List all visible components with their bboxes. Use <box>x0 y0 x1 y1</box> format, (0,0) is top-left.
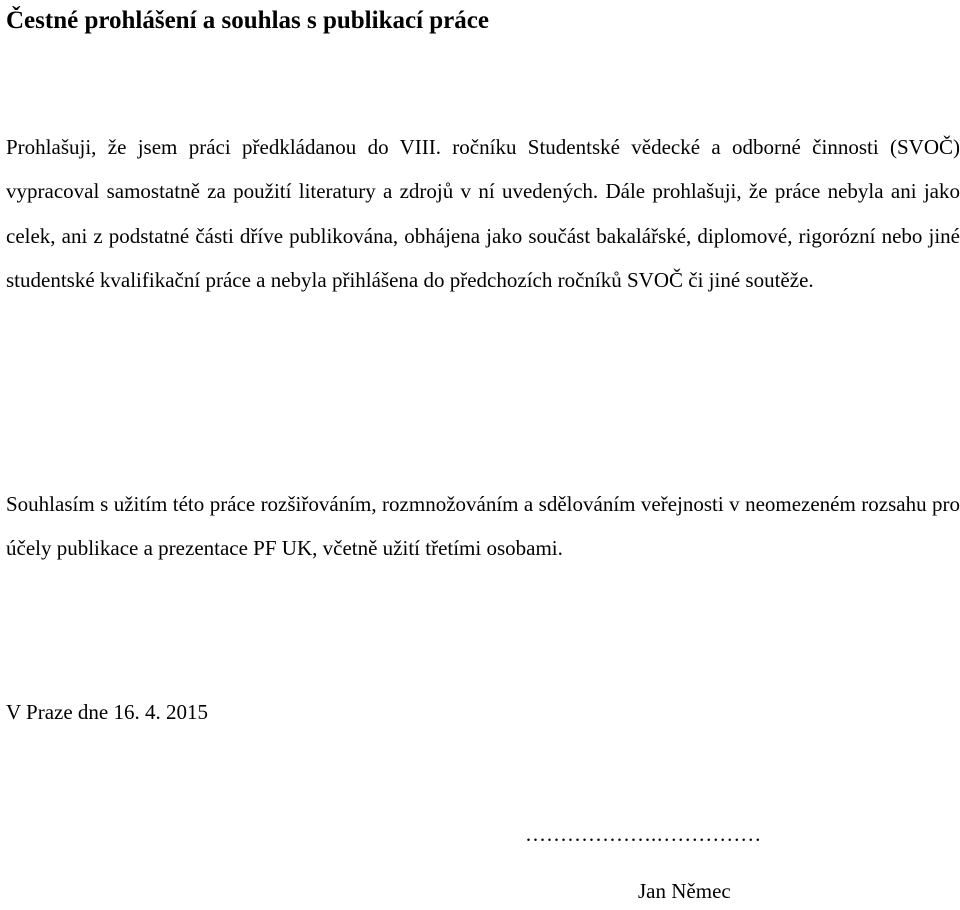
consent-paragraph: Souhlasím s užitím této práce rozšiřováním, rozmnožováním a sdělováním veřejnosti v neomezeném rozsahu pro účely publikace a prezentace PF UK, včetně užití třetími osobami. <box>6 492 960 560</box>
place-and-date: V Praze dne 16. 4. 2015 <box>6 700 208 724</box>
document-title: Čestné prohlášení a souhlas s publikací práce <box>6 7 489 34</box>
signature-name: Jan Němec <box>638 879 731 903</box>
signature-line: ……………….…………… <box>525 822 762 846</box>
declaration-paragraph: Prohlašuji, že jsem práci předkládanou do VIII. ročníku Studentské vědecké a odborné činnosti (SVOČ) vypracoval samostatně za použití literatury a zdrojů v ní uvedených. Dále prohlašuji, že práce nebyla ani jako celek, ani z podstatné části dříve publikována, obhájena jako součást bakalářské, diplomové, rigorózní nebo jiné studentské kvalifikační práce a nebyla přihlášena do předchozích ročníků SVOČ či jiné soutěže. <box>6 135 960 292</box>
